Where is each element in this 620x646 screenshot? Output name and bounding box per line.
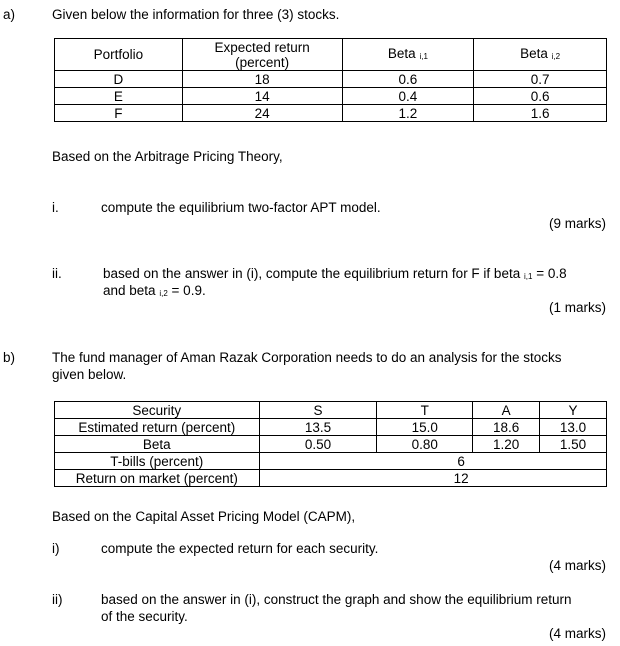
question-b-ii-marks: (4 marks) (549, 626, 606, 641)
row-label-security: Security (55, 402, 260, 419)
question-a-ii-line-1: based on the answer in (i), compute the equilibrium return for F if beta i,1 = 0.8 (103, 266, 567, 281)
table-cell: 0.6 (342, 71, 474, 88)
table-cell-empty (473, 470, 607, 487)
table-cell: D (55, 71, 183, 88)
table-cell: 24 (182, 105, 342, 122)
question-b-i-marks: (4 marks) (549, 558, 606, 573)
part-b-intro-line-2: given below. (52, 367, 127, 382)
row-label-estimated-return: Estimated return (percent) (55, 419, 260, 436)
beta-2-header: Beta i,2 (474, 39, 607, 71)
question-b-ii-line-2: of the security. (101, 609, 188, 624)
question-b-i-text: compute the expected return for each security. (101, 541, 379, 556)
table-cell: 15.0 (377, 419, 473, 436)
table-cell: 0.6 (474, 88, 607, 105)
table-cell: A (473, 402, 540, 419)
table-cell: 1.50 (540, 436, 607, 453)
capm-security-table (54, 401, 607, 487)
capm-model-line: Based on the Capital Asset Pricing Model (CAPM), (52, 509, 356, 524)
table-row (55, 419, 607, 436)
table-cell: F (55, 105, 183, 122)
tbills-value: 6 (450, 453, 473, 470)
table-cell: 14 (182, 88, 342, 105)
question-a-ii-marks: (1 marks) (549, 300, 606, 315)
table-cell: 18.6 (473, 419, 540, 436)
beta-1-header: Beta i,1 (342, 39, 474, 71)
table-cell: Y (540, 402, 607, 419)
question-b-ii-line-1: based on the answer in (i), construct the graph and show the equilibrium return (101, 592, 572, 607)
question-a-ii-line-2: and beta i,2 = 0.9. (103, 283, 206, 298)
expected-return-header: Expected return (percent) (182, 39, 342, 71)
portfolio-header: Portfolio (55, 39, 183, 71)
market-return-value: 12 (450, 470, 473, 487)
table-cell: 0.50 (259, 436, 377, 453)
part-a-label: a) (3, 7, 16, 22)
table-row (55, 453, 607, 470)
part-b-label: b) (3, 350, 16, 365)
table-row (55, 88, 607, 105)
row-label-beta: Beta (55, 436, 260, 453)
question-a-ii-number: ii. (52, 266, 62, 281)
row-label-tbills: T-bills (percent) (55, 453, 260, 470)
question-a-i-number: i. (52, 200, 59, 215)
table-cell: S (259, 402, 377, 419)
table-cell: 1.20 (473, 436, 540, 453)
table-cell: 1.2 (342, 105, 474, 122)
table-cell: T (377, 402, 473, 419)
table-row (55, 470, 607, 487)
row-label-market-return: Return on market (percent) (55, 470, 260, 487)
apt-theory-line: Based on the Arbitrage Pricing Theory, (52, 149, 283, 164)
table-row (55, 402, 607, 419)
table-cell: E (55, 88, 183, 105)
table-cell: 0.4 (342, 88, 474, 105)
question-b-ii-number: ii) (52, 592, 63, 607)
table-cell: 18 (182, 71, 342, 88)
table-cell-empty (473, 453, 607, 470)
table-row (55, 71, 607, 88)
table-cell: 13.5 (259, 419, 377, 436)
question-a-i-marks: (9 marks) (549, 216, 606, 231)
table-cell: 13.0 (540, 419, 607, 436)
table-cell-empty (259, 453, 450, 470)
part-b-intro-line-1: The fund manager of Aman Razak Corporation needs to do an analysis for the stocks (52, 350, 562, 365)
question-a-i-text: compute the equilibrium two-factor APT model. (101, 200, 381, 215)
question-b-i-number: i) (52, 541, 60, 556)
table-header-row (55, 39, 607, 71)
table-cell: 1.6 (474, 105, 607, 122)
apt-stock-table (54, 38, 607, 122)
part-a-intro: Given below the information for three (3) stocks. (52, 7, 340, 22)
table-row (55, 105, 607, 122)
table-cell: 0.80 (377, 436, 473, 453)
table-row (55, 436, 607, 453)
table-cell: 0.7 (474, 71, 607, 88)
table-cell-empty (259, 470, 450, 487)
